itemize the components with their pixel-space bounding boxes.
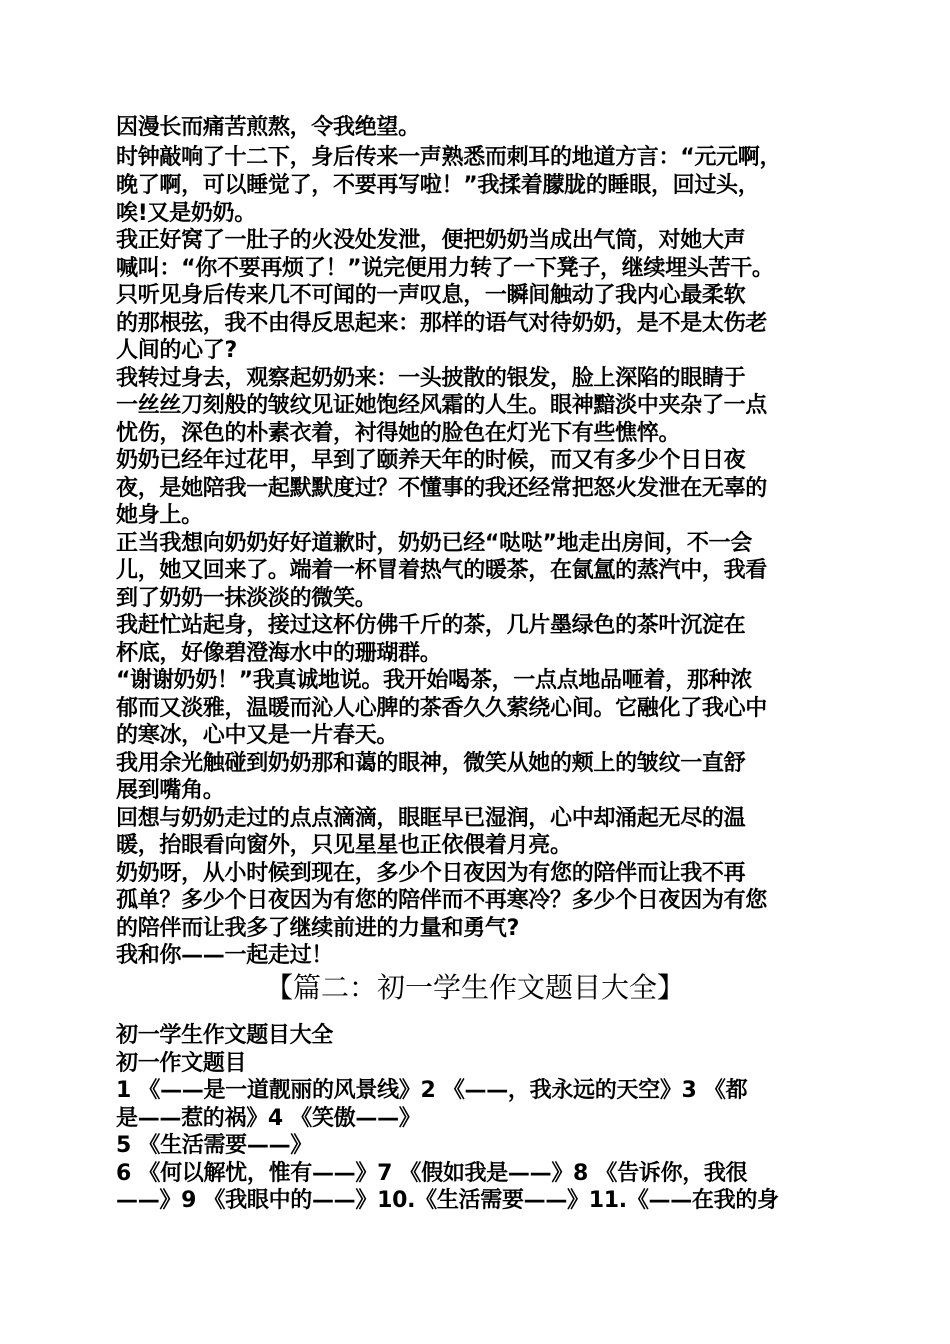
section-heading: 【篇二：初一学生作文题目大全】 [264,971,685,1004]
essay-line: 暖，抬眼看向窗外，只见星星也正依偎着月亮。 [116,833,572,858]
list-line: 1 《——是一道靓丽的风景线》2 《——，我永远的天空》3 《都 [116,1078,748,1103]
essay-line: 我和你——一起走过！ [116,943,334,968]
list-line: 初一作文题目 [116,1051,247,1076]
list-line: 5 《生活需要——》 [116,1133,312,1158]
essay-line: 儿，她又回来了。端着一杯冒着热气的暖茶，在氤氲的蒸汽中，我看 [116,558,768,583]
essay-line: 的陪伴而让我多了继续前进的力量和勇气? [116,916,520,941]
list-line: ——》9 《我眼中的——》10.《生活需要——》11.《——在我的身 [116,1188,779,1213]
list-line: 是——惹的祸》4 《笑傲——》 [116,1106,421,1131]
essay-line: 展到嘴角。 [116,778,225,803]
essay-line: 孤单？多少个日夜因为有您的陪伴而不再寒冷？多少个日夜因为有您 [116,888,768,913]
essay-line: 正当我想向奶奶好好道歉时，奶奶已经“哒哒”地走出房间，不一会 [116,531,752,556]
essay-line: 时钟敲响了十二下，身后传来一声熟悉而刺耳的地道方言：“元元啊， [116,145,782,170]
essay-line: “谢谢奶奶！”我真诚地说。我开始喝茶，一点点地品咂着，那种浓 [116,668,752,693]
essay-line: 我转过身去，观察起奶奶来：一头披散的银发，脸上深陷的眼睛于 [116,366,746,391]
essay-line: 只听见身后传来几不可闻的一声叹息，一瞬间触动了我内心最柔软 [116,283,746,308]
essay-line: 奶奶已经年过花甲，早到了颐养天年的时候，而又有多少个日日夜 [116,448,746,473]
essay-line: 奶奶呀，从小时候到现在，多少个日夜因为有您的陪伴而让我不再 [116,861,746,886]
essay-line: 我正好窝了一肚子的火没处发泄，便把奶奶当成出气筒，对她大声 [116,228,746,253]
essay-line: 郁而又淡雅，温暖而沁人心脾的茶香久久萦绕心间。它融化了我心中 [116,696,768,721]
essay-line: 我用余光触碰到奶奶那和蔼的眼神，微笑从她的颊上的皱纹一直舒 [116,751,746,776]
essay-line: 人间的心了? [116,338,237,363]
essay-line: 杯底，好像碧澄海水中的珊瑚群。 [116,641,442,666]
essay-line: 忧伤，深色的朴素衣着，衬得她的脸色在灯光下有些憔悴。 [116,421,681,446]
essay-line: 喊叫：“你不要再烦了！”说完便用力转了一下凳子，继续埋头苦干。 [116,256,774,281]
list-line: 6 《何以解忧，惟有——》7 《假如我是——》8 《告诉你，我很 [116,1161,748,1186]
essay-line: 的那根弦，我不由得反思起来：那样的语气对待奶奶，是不是太伤老 [116,311,768,336]
essay-line: 到了奶奶一抹淡淡的微笑。 [116,586,377,611]
essay-line: 夜，是她陪我一起默默度过？不懂事的我还经常把怒火发泄在无辜的 [116,476,768,501]
essay-line: 唉!又是奶奶。 [116,201,256,226]
essay-line: 因漫长而痛苦煎熬，令我绝望。 [116,115,420,140]
essay-line: 我赶忙站起身，接过这杯仿佛千斤的茶，几片墨绿色的茶叶沉淀在 [116,613,746,638]
essay-line: 的寒冰，心中又是一片春天。 [116,723,399,748]
essay-line: 回想与奶奶走过的点点滴滴，眼眶早已湿润，心中却涌起无尽的温 [116,806,746,831]
essay-line: 她身上。 [116,503,203,528]
list-line: 初一学生作文题目大全 [116,1023,334,1048]
essay-line: 晚了啊，可以睡觉了，不要再写啦！”我揉着朦胧的睡眼，回过头， [116,173,760,198]
essay-line: 一丝丝刀刻般的皱纹见证她饱经风霜的人生。眼神黯淡中夹杂了一点 [116,393,768,418]
